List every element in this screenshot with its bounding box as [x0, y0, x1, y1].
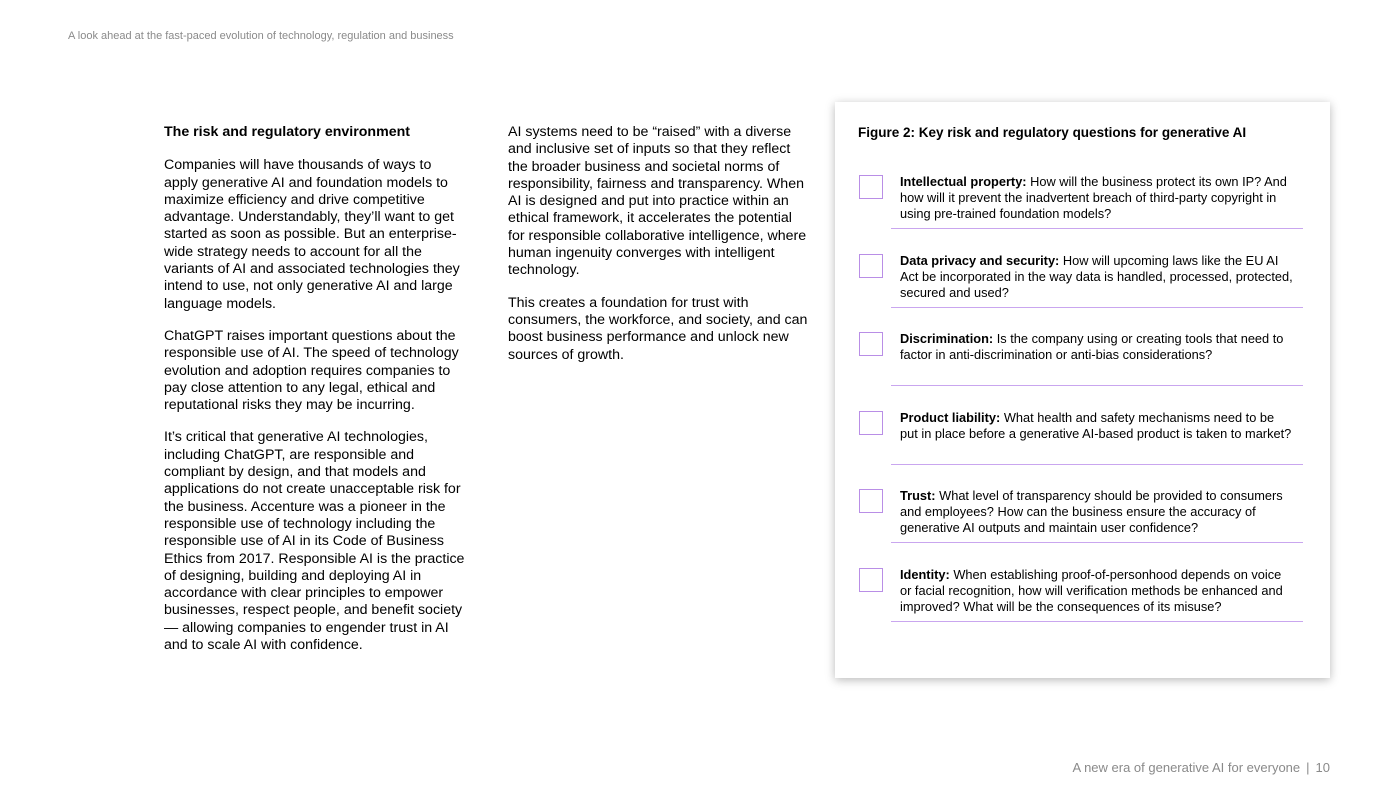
question-item [859, 567, 1305, 646]
question-body: What level of transparency should be provided to consumers and employees? How can the business ensure the accuracy of generative AI outputs and maintain user confidence? [900, 488, 1283, 536]
question-label: Trust: [900, 488, 936, 504]
divider [891, 621, 1303, 622]
footer-separator: | [1306, 760, 1310, 775]
question-label: Data privacy and security: [900, 252, 1060, 268]
figure-title: Figure 2: Key risk and regulatory questions for generative AI [858, 125, 1247, 140]
footer-doc-title: A new era of generative AI for everyone [1072, 760, 1301, 775]
question-body: How will the business protect its own IP? And how will it prevent the inadvertent breach of third-party copyright in using pre-trained foundation models? [900, 174, 1287, 221]
question-list [859, 174, 1305, 646]
checkbox-square-icon [859, 254, 883, 278]
running-header: A look ahead at the fast-paced evolution of technology, regulation and business [68, 30, 454, 42]
question-text [900, 174, 1295, 222]
divider [891, 228, 1303, 229]
divider [891, 307, 1303, 308]
question-body: How will upcoming laws like the EU AI Act be incorporated in the way data is handled, processed, protected, secured and used? [900, 252, 1293, 300]
question-label: Intellectual property: [900, 174, 1027, 189]
divider [891, 464, 1303, 465]
checkbox-square-icon [859, 332, 883, 356]
question-text [900, 331, 1295, 363]
question-label: Identity: [900, 566, 950, 582]
question-text [900, 488, 1295, 536]
checkbox-square-icon [859, 175, 883, 199]
checkbox-square-icon [859, 489, 883, 513]
question-text [900, 567, 1295, 615]
question-item [859, 488, 1305, 567]
figure-panel [835, 102, 1330, 678]
question-body: When establishing proof-of-personhood depends on voice or facial recognition, how will verification methods be enhanced and improved? What will be the consequences of its misuse? [900, 566, 1283, 614]
body-paragraph: It’s critical that generative AI technologies, including ChatGPT, are responsible and compliant by design, and that models and applications do not create unacceptable risk for the business. Accenture was a pioneer in the responsible use of technology including the responsible use of AI in its Code of Business Ethics from 2017. Responsible AI is the practice of designing, building and deploying AI in accordance with clear principles to empower businesses, respect people, and benefit society — allowing companies to engender trust in AI and to scale AI with confidence. [164, 429, 465, 654]
body-paragraph: This creates a foundation for trust with consumers, the workforce, and society, and can boost business performance and unlock new sources of growth. [508, 294, 808, 363]
body-paragraph: Companies will have thousands of ways to apply generative AI and foundation models to maximize efficiency and drive competitive advantage. Understandably, they’ll want to get started as soon as possible. But an enterprise-wide strategy needs to account for all the variants of AI and associated technologies they intend to use, not only generative AI and large language models. [164, 157, 460, 312]
body-column-1 [164, 124, 466, 669]
page-footer [1073, 760, 1331, 775]
page-number: 10 [1315, 760, 1330, 775]
question-item [859, 331, 1305, 410]
body-paragraph: AI systems need to be “raised” with a diverse and inclusive set of inputs so that they reflect the broader business and societal norms of responsibility, fairness and transparency. When AI is designed and put into practice within an ethical framework, it accelerates the potential for responsible collaborative intelligence, where human ingenuity converges with intelligent technology. [508, 124, 807, 279]
body-column-2 [508, 124, 810, 379]
question-item [859, 410, 1305, 489]
divider [891, 385, 1303, 386]
divider [891, 542, 1303, 543]
question-text [900, 253, 1295, 301]
question-item [859, 174, 1305, 253]
checkbox-square-icon [859, 568, 883, 592]
question-body: What health and safety mechanisms need to be put in place before a generative AI-based product is taken to market? [900, 409, 1292, 441]
question-text [900, 410, 1295, 442]
checkbox-square-icon [859, 411, 883, 435]
question-item [859, 253, 1305, 332]
body-paragraph: ChatGPT raises important questions about the responsible use of AI. The speed of technology evolution and adoption requires companies to pay close attention to any legal, ethical and reputational risks they may be incurring. [164, 327, 459, 414]
question-label: Discrimination: [900, 331, 994, 347]
question-body: Is the company using or creating tools that need to factor in anti-discrimination or anti-bias considerations? [900, 331, 1284, 363]
question-label: Product liability: [900, 409, 1001, 425]
section-heading: The risk and regulatory environment [164, 124, 410, 140]
